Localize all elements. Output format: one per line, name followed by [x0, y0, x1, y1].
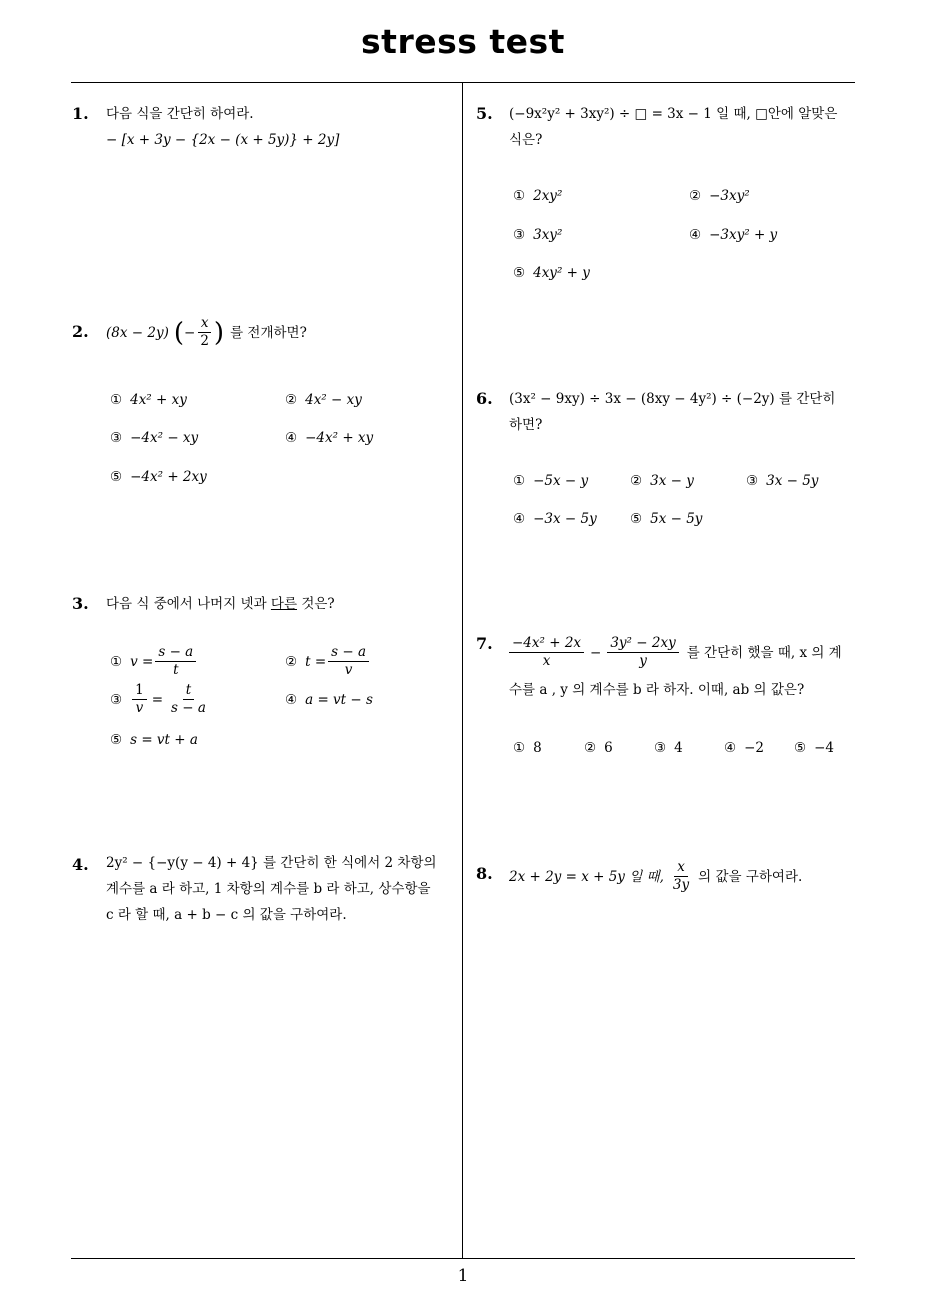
option-2[interactable]: [285, 645, 371, 678]
option-3[interactable]: [746, 473, 818, 489]
option-value: −2: [744, 740, 765, 756]
question-number: 7.: [476, 634, 493, 653]
option-marker: ③: [513, 227, 526, 243]
question-expression: − [x + 3y − {2x − (x + 5y)} + 2y]: [106, 132, 340, 148]
option-3[interactable]: [110, 430, 198, 446]
page-number: 1: [457, 1266, 469, 1286]
question-number: 6.: [476, 389, 493, 408]
option-5[interactable]: [110, 469, 207, 485]
fraction-numerator: −4x² + 2x: [509, 636, 584, 653]
option-5[interactable]: [794, 740, 834, 756]
option-lhs: t =: [305, 653, 327, 670]
option-3[interactable]: [654, 740, 683, 756]
option-4[interactable]: [285, 430, 373, 446]
question-number: 4.: [72, 855, 89, 874]
option-1[interactable]: [110, 645, 198, 678]
option-marker: ②: [584, 740, 597, 756]
fraction-numerator: 1: [132, 683, 147, 700]
question-text: [106, 316, 307, 349]
option-value: 4: [674, 740, 683, 756]
option-value: −3x − 5y: [533, 511, 597, 527]
option-value: 4x² − xy: [305, 392, 362, 408]
option-fraction-right: [168, 683, 209, 716]
question-text: [509, 860, 802, 893]
page-title: stress test: [361, 22, 565, 61]
option-marker: ②: [630, 473, 643, 489]
option-marker: ⑤: [630, 511, 643, 527]
option-marker: ④: [689, 227, 702, 243]
fraction-numerator: t: [183, 683, 194, 700]
option-marker: ①: [513, 740, 526, 756]
option-1[interactable]: [513, 473, 588, 489]
question-text-line-1: (−9x²y² + 3xy²) ÷ □ = 3x − 1 일 때, □안에 알맞은: [509, 106, 838, 122]
option-value: −5x − y: [533, 473, 589, 489]
option-marker: ④: [724, 740, 737, 756]
option-marker: ③: [110, 691, 123, 708]
option-4[interactable]: [513, 511, 597, 527]
option-marker: ①: [110, 392, 123, 408]
fraction-denominator: t: [173, 662, 179, 678]
question-text-line-2: 계수를 a 라 하고, 1 차항의 계수를 b 라 하고, 상수항을: [106, 881, 431, 897]
option-3[interactable]: [110, 683, 211, 716]
column-divider: [462, 83, 463, 1259]
fraction-numerator: x: [198, 316, 212, 333]
option-marker: ⑤: [513, 265, 526, 281]
option-marker: ①: [110, 653, 123, 670]
question-number: 5.: [476, 104, 493, 123]
option-value: −4: [814, 740, 835, 756]
option-2[interactable]: [584, 740, 613, 756]
question-text-line-2: 하면?: [509, 417, 543, 433]
option-marker: ③: [746, 473, 759, 489]
fraction-denominator: 3y: [672, 877, 690, 893]
option-4[interactable]: [689, 227, 777, 243]
fraction: [670, 860, 692, 893]
option-value: 3x − 5y: [766, 473, 819, 489]
paren-close: ): [213, 317, 225, 348]
option-equals: =: [151, 691, 164, 708]
question-text-after: 것은?: [301, 596, 335, 612]
option-value: 6: [604, 740, 613, 756]
option-marker: ④: [285, 430, 298, 446]
question-suffix: 의 값을 구하여라.: [698, 868, 803, 885]
option-marker: ②: [689, 188, 702, 204]
option-marker: ③: [110, 430, 123, 446]
option-value: a = vt − s: [305, 692, 373, 708]
option-1[interactable]: [513, 188, 562, 204]
option-fraction: [155, 645, 196, 678]
expression-left: (8x − 2y): [106, 324, 169, 341]
question-text-line-3: c 라 할 때, a + b − c 의 값을 구하여라.: [106, 907, 347, 923]
question-suffix: 를 전개하면?: [230, 324, 307, 341]
option-value: −4x² + xy: [305, 430, 374, 446]
question-suffix: 를 간단히 했을 때, x 의 계: [686, 644, 842, 661]
header-divider: [71, 82, 855, 83]
option-marker: ③: [654, 740, 667, 756]
option-1[interactable]: [110, 392, 187, 408]
question-number: 1.: [72, 104, 89, 123]
fraction-denominator: x: [542, 653, 551, 669]
question-text-line-1: [507, 636, 842, 669]
option-5[interactable]: [513, 265, 590, 281]
fraction-numerator: s − a: [155, 645, 196, 662]
question-text-line-1: 2y² − {−y(y − 4) + 4} 를 간단히 한 식에서 2 차항의: [106, 855, 437, 871]
option-value: 4x² + xy: [130, 392, 187, 408]
option-marker: ④: [285, 692, 298, 708]
option-value: 2xy²: [533, 188, 563, 204]
option-2[interactable]: [285, 392, 362, 408]
option-fraction-left: [132, 683, 147, 716]
option-value: 5x − 5y: [650, 511, 703, 527]
option-4[interactable]: [285, 692, 373, 708]
option-lhs: v =: [130, 653, 154, 670]
option-3[interactable]: [513, 227, 562, 243]
option-marker: ④: [513, 511, 526, 527]
option-value: −4x² − xy: [130, 430, 199, 446]
question-text-before: 다음 식 중에서 나머지 넷과: [106, 596, 267, 612]
fraction-denominator: s − a: [171, 700, 206, 716]
question-number: 3.: [72, 594, 89, 613]
fraction-denominator: v: [344, 662, 353, 678]
option-value: 3x − y: [650, 473, 694, 489]
question-text-line-1: (3x² − 9xy) ÷ 3x − (8xy − 4y²) ÷ (−2y) 를 간단히: [509, 391, 836, 407]
option-value: −4x² + 2xy: [130, 469, 207, 485]
option-marker: ⑤: [794, 740, 807, 756]
fraction-left: [509, 636, 584, 669]
fraction-numerator: s − a: [328, 645, 369, 662]
option-2[interactable]: [689, 188, 750, 204]
option-value: 3xy²: [533, 227, 563, 243]
question-text-line-2: 식은?: [509, 132, 543, 148]
minus-sign: −: [590, 644, 602, 661]
option-marker: ⑤: [110, 469, 123, 485]
question-text: 다음 식을 간단히 하여라.: [106, 106, 254, 122]
footer-divider: [71, 1258, 855, 1259]
paren-open: (: [173, 317, 185, 348]
option-5[interactable]: [110, 732, 198, 748]
fraction-numerator: x: [674, 860, 688, 877]
option-marker: ⑤: [110, 732, 123, 748]
option-value: −3xy² + y: [709, 227, 778, 243]
option-marker: ①: [513, 188, 526, 204]
fraction-denominator: y: [639, 653, 647, 669]
option-2[interactable]: [630, 473, 694, 489]
question-text-line-2: 수를 a , y 의 계수를 b 라 하자. 이때, ab 의 값은?: [509, 682, 805, 698]
fraction: [197, 316, 212, 349]
fraction-denominator: 2: [200, 333, 209, 349]
question-number: 8.: [476, 864, 493, 883]
fraction-denominator: v: [135, 700, 144, 716]
option-marker: ②: [285, 392, 298, 408]
option-marker: ②: [285, 653, 298, 670]
question-text-underlined: 다른: [270, 596, 298, 612]
option-1[interactable]: [513, 740, 542, 756]
fraction-numerator: 3y² − 2xy: [607, 636, 678, 653]
option-4[interactable]: [724, 740, 764, 756]
fraction-right: [607, 636, 678, 669]
question-number: 2.: [72, 322, 89, 341]
frac-sign: −: [184, 324, 196, 341]
option-fraction: [328, 645, 369, 678]
question-prefix: 2x + 2y = x + 5y 일 때,: [509, 868, 664, 885]
option-value: −3xy²: [709, 188, 750, 204]
option-value: 4xy² + y: [533, 265, 590, 281]
question-text: [106, 591, 335, 617]
option-marker: ①: [513, 473, 526, 489]
option-value: s = vt + a: [130, 732, 198, 748]
option-value: 8: [533, 740, 542, 756]
option-5[interactable]: [630, 511, 702, 527]
